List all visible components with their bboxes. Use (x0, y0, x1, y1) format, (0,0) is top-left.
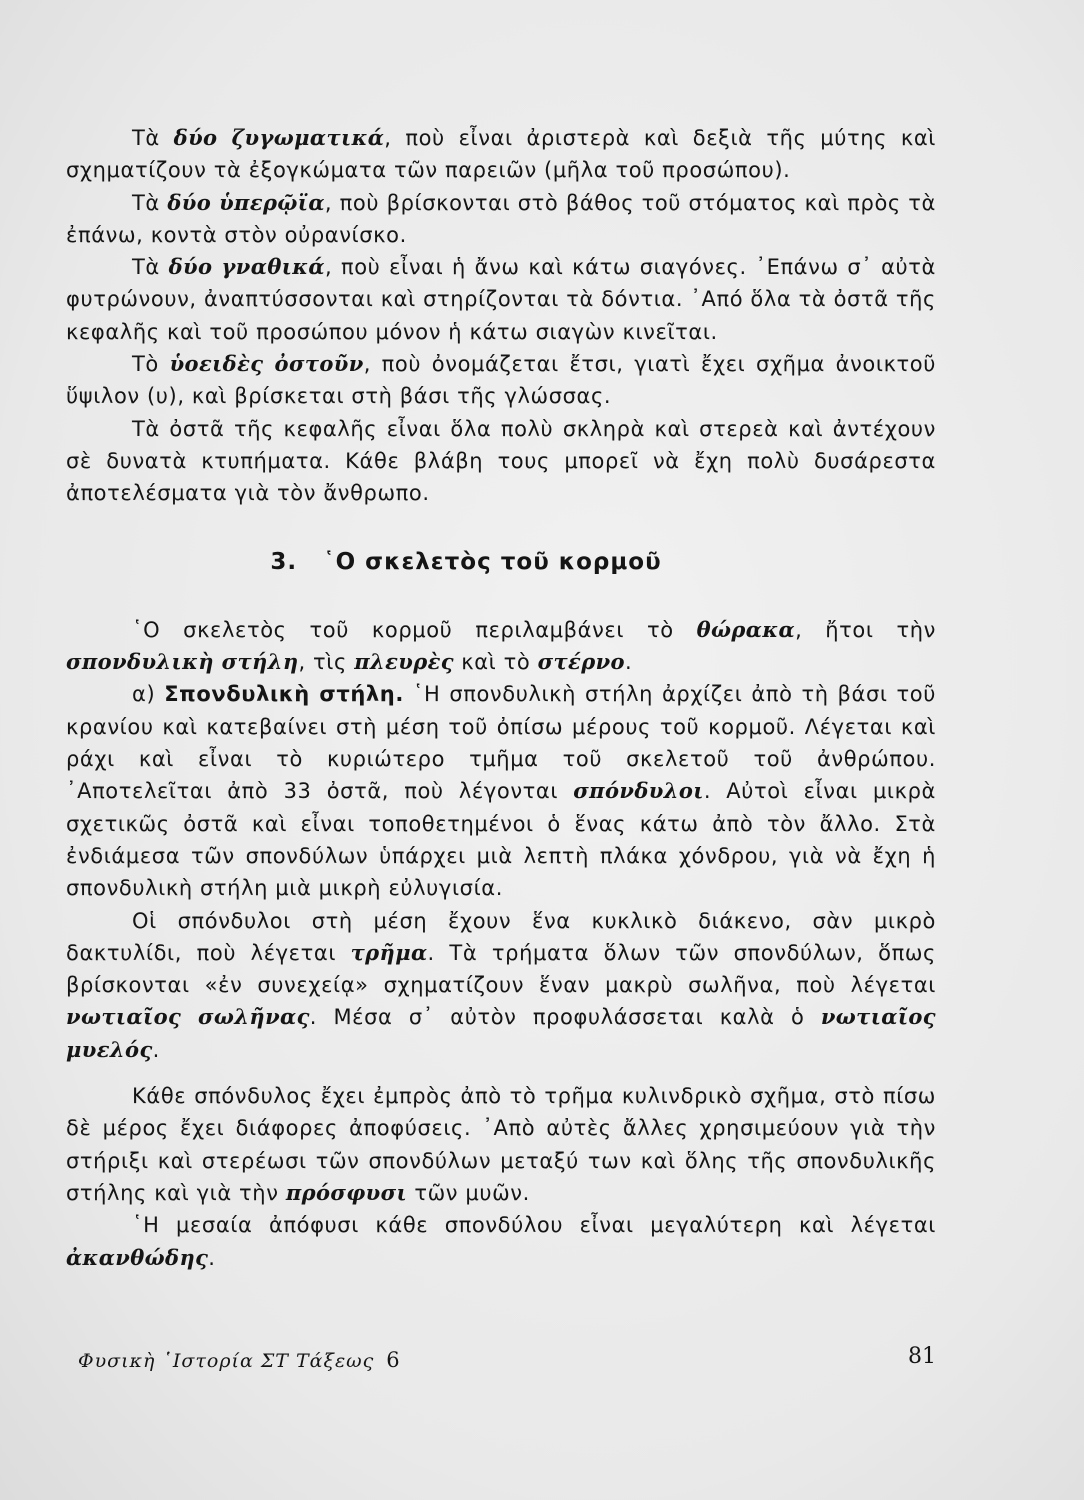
text-run: , ἤτοι τὴν (795, 617, 936, 642)
text-run: . Μέσα σ᾿ αὐτὸν προφυλάσσεται καλὰ ὁ (309, 1005, 821, 1030)
body-paragraph (66, 413, 936, 510)
emphasized-term: σπονδυλικὴ στήλη (66, 649, 299, 675)
emphasized-term: νωτιαῖος σωλῆνας (66, 1004, 310, 1030)
text-run: Τὰ (132, 190, 168, 215)
emphasized-term: ἀκανθώδης (66, 1244, 209, 1270)
body-paragraph (66, 1080, 936, 1209)
text-run: . (152, 1037, 160, 1062)
emphasized-term: στέρνο (537, 649, 625, 675)
section-title: ῾Ο σκελετὸς τοῦ κορμοῦ (323, 548, 662, 575)
text-run: καὶ τὸ (453, 650, 538, 675)
text-run: ῾Ο σκελετὸς τοῦ κορμοῦ περιλαμβάνει τὸ (132, 617, 697, 642)
emphasized-term: ὑοειδὲς ὀστοῦν (169, 351, 364, 377)
text-run: , ποὺ ὀνομάζεται ἔτσι, γιατὶ ἔχει σχῆμα ἀνοικτοῦ ὕψιλον (υ), καὶ βρίσκεται στὴ βάσι τῆς γλώσσας. (66, 352, 937, 409)
emphasized-term: δύο γναθικά (168, 254, 325, 280)
body-paragraph (66, 614, 936, 679)
text-run: ῾Η σπονδυλικὴ στήλη ἀρχίζει ἀπὸ τὴ βάσι τοῦ κρανίου καὶ κατεβαίνει στὴ μέση τοῦ ὀπίσω μέρους τοῦ κορμοῦ. Λέγεται καὶ ράχι καὶ εἶναι τὸ κυριώτερο τμῆμα τοῦ σκελετοῦ τοῦ ἀνθρώπου. ᾿Αποτελεῖται ἀπὸ 33 ὀστᾶ, ποὺ λέγονται (66, 682, 936, 804)
body-paragraph (66, 348, 936, 413)
text-run: . (624, 650, 633, 675)
text-run: ῾Η μεσαία ἀπόφυσι κάθε σπονδύλου εἶναι μεγαλύτερη καὶ λέγεται (132, 1213, 936, 1238)
page-number: 81 (908, 1344, 936, 1369)
body-paragraph (66, 1209, 936, 1274)
text-run: . Αὐτοὶ εἶναι μικρὰ σχετικῶς ὀστᾶ καὶ εἶναι τοποθετημένοι ὁ ἕνας κάτω ἀπὸ τὸν ἄλλο. Στὰ ἐνδιάμεσα τῶν σπονδύλων ὑπάρχει μιὰ λεπτὴ πλάκα χόνδρου, γιὰ νὰ ἔχη ἡ σπονδυλικὴ στήλη μιὰ μικρὴ εὐλυγισία. (66, 779, 936, 901)
page-body (66, 122, 936, 1274)
emphasized-term: θώρακα (696, 616, 796, 642)
footer-signature: 6 (386, 1348, 401, 1372)
footer-title-text: Φυσικὴ ῾Ιστορία ΣΤ Τάξεως (78, 1350, 375, 1372)
bold-subheading: Σπονδυλικὴ στήλη. (164, 682, 404, 707)
footer-book-title (78, 1348, 401, 1372)
text-run: α) (132, 682, 165, 707)
emphasized-term: πρόσφυσι (285, 1179, 408, 1205)
emphasized-term: δύο ὑπερῷϊα (167, 189, 325, 215)
text-run: Τὰ (132, 255, 169, 280)
text-run: . Τὰ τρήματα ὅλων τῶν σπονδύλων, ὅπως βρίσκονται «ἐν συνεχείᾳ» σχηματίζουν ἕναν μακρὺ σωλῆνα, ποὺ λέγεται (66, 940, 936, 998)
text-run: Τὰ (132, 126, 174, 150)
page-footer (66, 1344, 936, 1378)
emphasized-term: δύο ζυγωματικά (173, 125, 385, 150)
emphasized-term: νωτιαῖος μυελός (66, 1004, 936, 1062)
body-paragraph (66, 251, 936, 348)
body-paragraph (66, 905, 936, 1066)
text-run: Τὸ (132, 352, 170, 377)
body-paragraph (66, 678, 936, 904)
emphasized-term: πλευρὲς (354, 649, 454, 675)
text-run: , ποὺ εἶναι ἡ ἄνω καὶ κάτω σιαγόνες. ᾿Επάνω σ᾿ αὐτὰ φυτρώνουν, ἀναπτύσσονται καὶ στηρίζονται τὰ δόντια. ᾿Από ὅλα τὰ ὀστᾶ τῆς κεφαλῆς καὶ τοῦ προσώπου μόνον ἡ κάτω σιαγὼν κινεῖται. (66, 255, 936, 344)
paragraph-spacer (66, 1066, 936, 1080)
body-paragraph (66, 187, 936, 252)
text-run: , ποὺ εἶναι ἀριστερὰ καὶ δεξιὰ τῆς μύτης καὶ σχηματίζουν τὰ ἐξογκώματα τῶν παρειῶν (μῆλα τοῦ προσώπου). (66, 126, 936, 183)
text-run: Τὰ ὀστᾶ τῆς κεφαλῆς εἶναι ὅλα πολὺ σκληρὰ καὶ στερεὰ καὶ ἀντέχουν σὲ δυνατὰ κτυπήματα. Κάθε βλάβη τους μπορεῖ νὰ ἔχη πολὺ δυσάρεστα ἀποτελέσματα γιὰ τὸν ἄνθρωπο. (66, 416, 936, 506)
emphasized-term: σπόνδυλοι (573, 778, 704, 804)
section-heading (66, 546, 936, 578)
text-run: , τὶς (298, 650, 355, 675)
body-paragraph (66, 122, 936, 187)
text-run: . (208, 1245, 216, 1270)
text-run: τῶν μυῶν. (407, 1180, 530, 1205)
text-run: Κάθε σπόνδυλος ἔχει ἐμπρὸς ἀπὸ τὸ τρῆμα κυλινδρικὸ σχῆμα, στὸ πίσω δὲ μέρος ἔχει διάφορες ἀποφύσεις. ᾿Απὸ αὐτὲς ἄλλες χρησιμεύουν γιὰ τὴν στήριξι καὶ στερέωσι τῶν σπονδύλων μεταξύ των καὶ ὅλης τῆς σπονδυλικῆς στήλης καὶ γιὰ τὴν (66, 1084, 936, 1205)
text-run: Οἱ σπόνδυλοι στὴ μέση ἔχουν ἕνα κυκλικὸ διάκενο, σὰν μικρὸ δακτυλίδι, ποὺ λέγεται (66, 908, 936, 965)
emphasized-term: τρῆμα (350, 939, 428, 965)
text-run: , ποὺ βρίσκονται στὸ βάθος τοῦ στόματος καὶ πρὸς τὰ ἐπάνω, κοντὰ στὸν οὐρανίσκο. (66, 190, 936, 247)
section-number: 3. (270, 548, 298, 575)
